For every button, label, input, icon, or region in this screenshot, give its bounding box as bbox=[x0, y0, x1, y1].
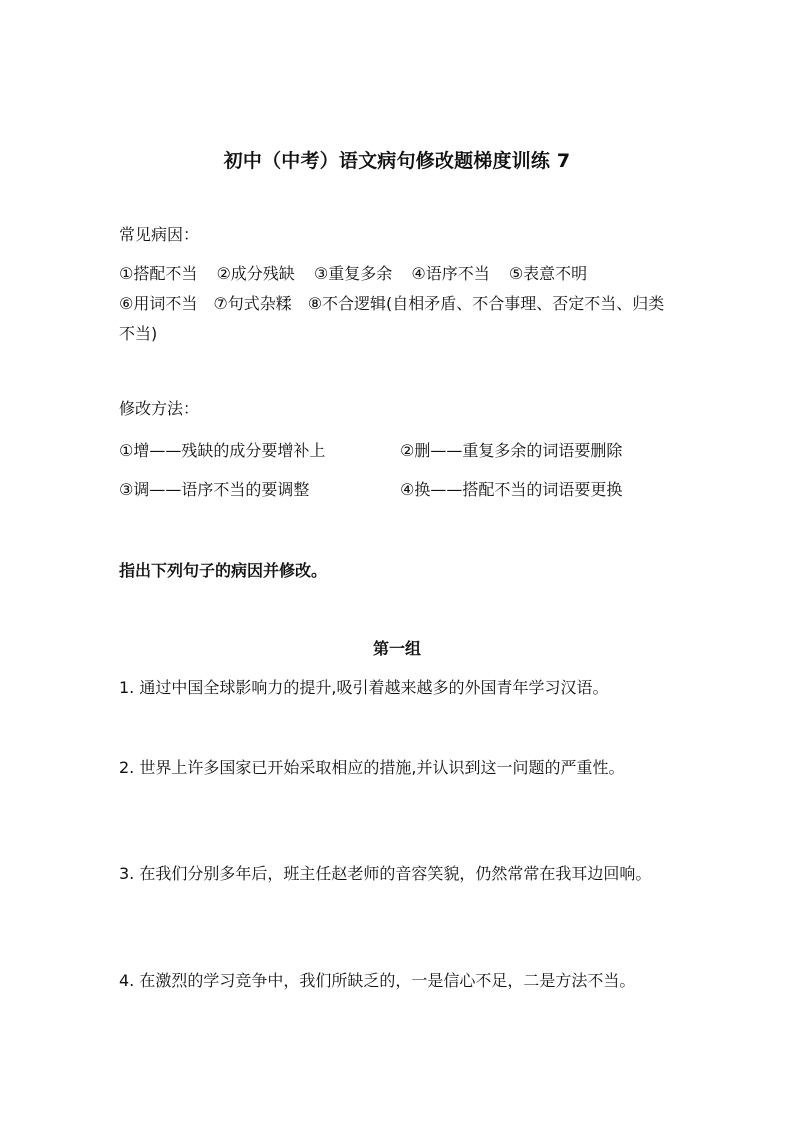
method-delete: ②删——重复多余的词语要删除 bbox=[400, 441, 623, 460]
cause-item-2: ②成分残缺 bbox=[216, 264, 295, 283]
cause-item-5: ⑤表意不明 bbox=[508, 264, 588, 283]
page-title: 初中（中考）语文病句修改题梯度训练 7 bbox=[223, 150, 571, 172]
cause-item-1: ①搭配不当 bbox=[119, 264, 198, 283]
question-2: 2. 世界上许多国家已开始采取相应的措施,并认识到这一问题的严重性。 bbox=[119, 758, 625, 777]
group-title: 第一组 bbox=[372, 639, 421, 658]
common-causes-first-line bbox=[119, 259, 601, 289]
method-add: ①增——残缺的成分要增补上 bbox=[119, 441, 326, 460]
common-causes-label: 常见病因： bbox=[119, 225, 200, 244]
question-3: 3. 在我们分别多年后，班主任赵老师的音容笑貌，仍然常常在我耳边回响。 bbox=[119, 864, 652, 883]
methods-label: 修改方法： bbox=[119, 399, 200, 418]
method-adjust: ③调——语序不当的要调整 bbox=[119, 480, 310, 499]
cause-item-3: ③重复多余 bbox=[313, 264, 393, 283]
instruction-text: 指出下列句子的病因并修改。 bbox=[119, 561, 328, 580]
question-1: 1. 通过中国全球影响力的提升,吸引着越来越多的外国青年学习汉语。 bbox=[119, 678, 609, 697]
method-replace: ④换——搭配不当的词语要更换 bbox=[400, 480, 623, 499]
question-4: 4. 在激烈的学习竞争中，我们所缺乏的，一是信心不足，二是方法不当。 bbox=[119, 971, 636, 990]
cause-item-4: ④语序不当 bbox=[411, 264, 490, 283]
common-causes-second-line: ⑥用词不当 ⑦句式杂糅 ⑧不合逻辑(自相矛盾、不合事理、否定不当、归类不当) bbox=[119, 294, 665, 343]
